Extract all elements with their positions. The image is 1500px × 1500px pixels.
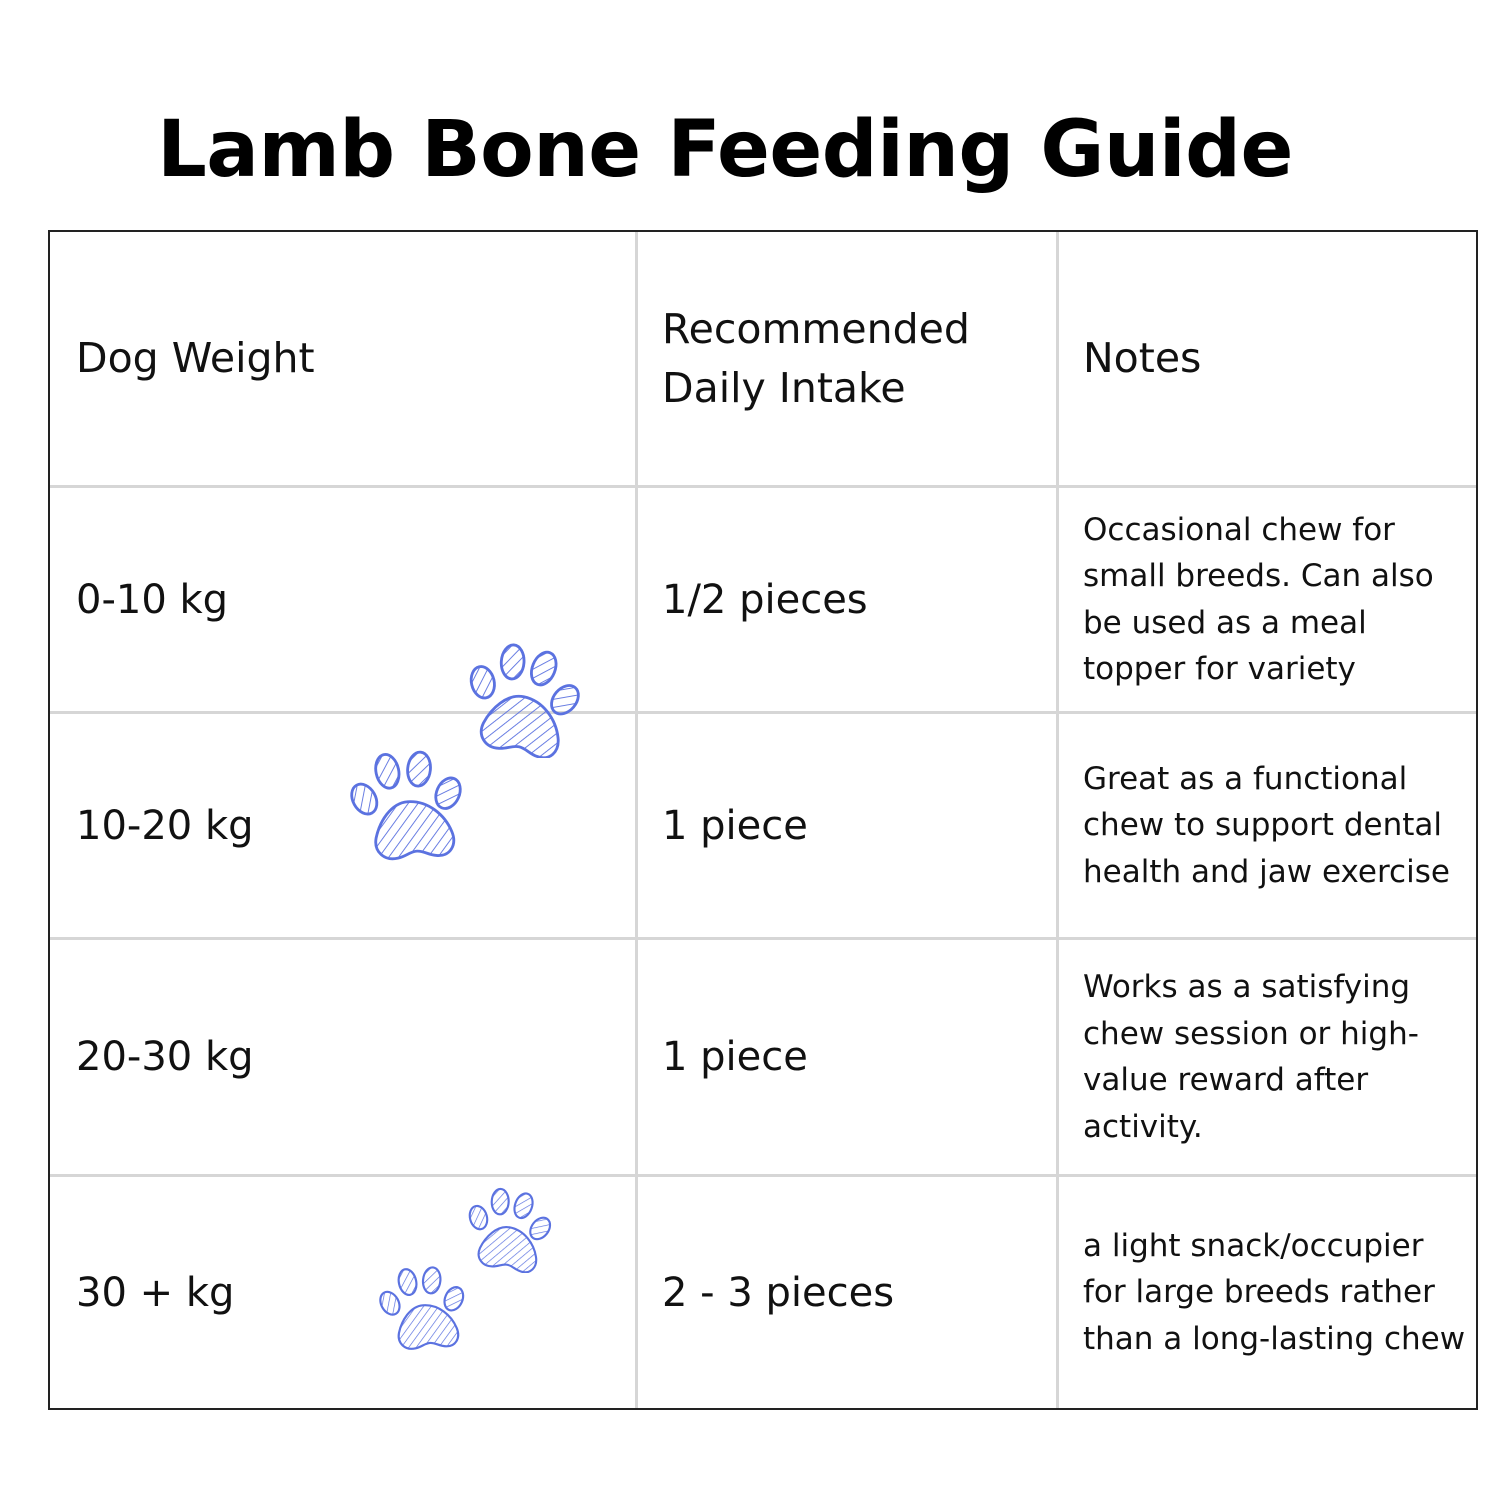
header-cell-notes [1083, 232, 1463, 485]
intake-value: 1 piece [662, 1034, 808, 1080]
notes-value: Occasional chew for small breeds. Can also be used as a meal topper for variety [1083, 511, 1434, 687]
paw-print-icon [344, 745, 466, 863]
table-row-cell-intake [662, 714, 1042, 937]
header-dog-weight: Dog Weight [76, 334, 315, 382]
paw-print-icon [374, 1262, 468, 1352]
table-row-cell-notes [1083, 488, 1468, 711]
table-row-cell-intake [662, 940, 1042, 1174]
column-divider [1056, 232, 1059, 1408]
table-row-cell-notes [1083, 714, 1468, 937]
weight-value: 10-20 kg [76, 802, 254, 849]
weight-value: 20-30 kg [76, 1034, 254, 1080]
table-row-cell-intake [662, 488, 1042, 711]
intake-value: 1/2 pieces [662, 576, 868, 623]
intake-value: 1 piece [662, 802, 808, 849]
weight-value: 0-10 kg [76, 576, 229, 623]
weight-value: 30 + kg [76, 1269, 235, 1316]
notes-value: a light snack/occupier for large breeds rather than a long-lasting chew [1083, 1227, 1466, 1357]
header-notes: Notes [1083, 334, 1202, 382]
header-daily-intake: Recommended Daily Intake [662, 304, 970, 412]
column-divider [635, 232, 638, 1408]
notes-value: Works as a satisfying chew session or high-value reward after activity. [1083, 969, 1419, 1145]
page-title: Lamb Bone Feeding Guide [157, 105, 1293, 195]
header-cell-weight [76, 232, 616, 485]
header-cell-intake [662, 232, 1042, 485]
table-row-cell-notes [1083, 1177, 1468, 1408]
table-row-cell-weight [76, 940, 616, 1174]
table-row-cell-intake [662, 1177, 1042, 1408]
table-row-cell-notes [1083, 940, 1468, 1174]
paw-print-icon [458, 640, 583, 758]
feeding-guide-table [48, 230, 1478, 1410]
paw-print-icon [460, 1185, 554, 1273]
notes-value: Great as a functional chew to support dental health and jaw exercise [1083, 760, 1450, 890]
intake-value: 2 - 3 pieces [662, 1269, 895, 1316]
